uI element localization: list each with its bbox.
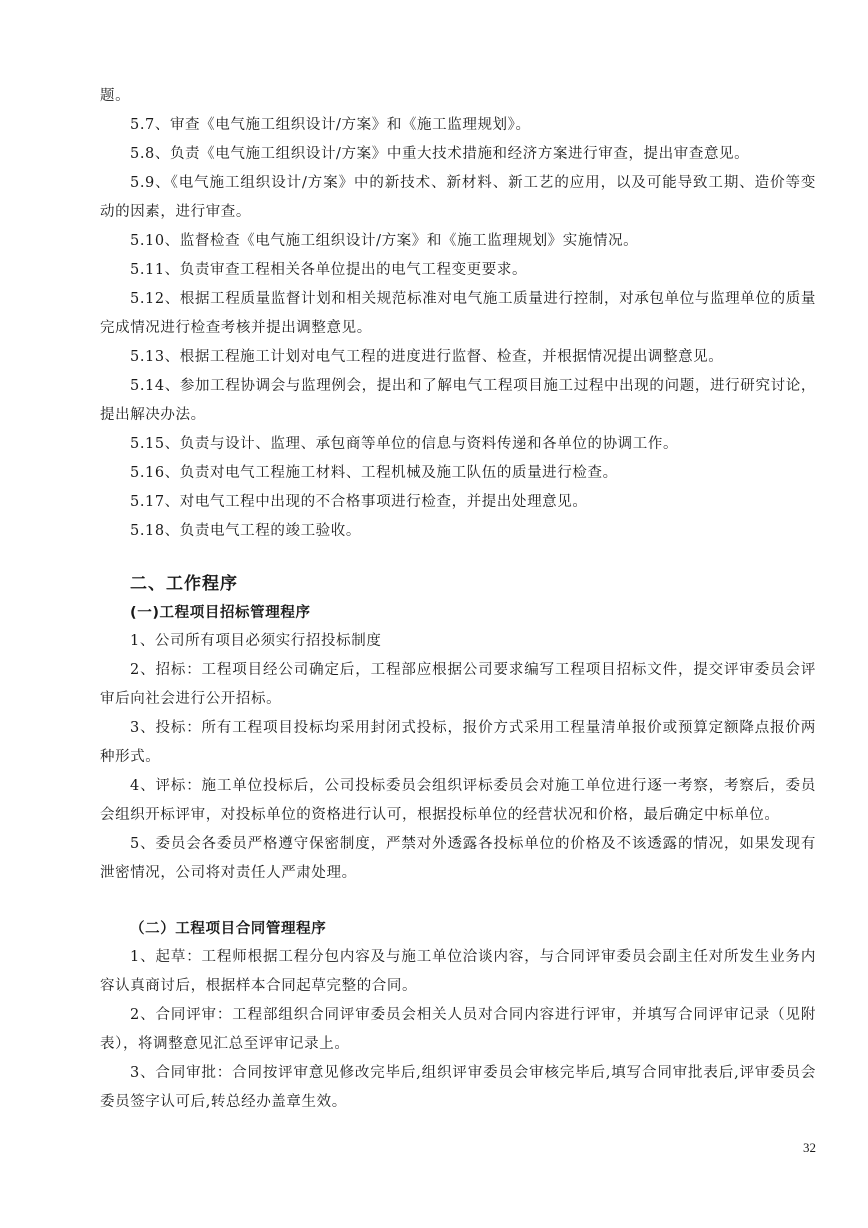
document-body <box>100 82 816 1117</box>
paragraph: 5.7、审查《电气施工组织设计/方案》和《施工监理规划》。 <box>130 117 531 133</box>
paragraph: 3、投标：所有工程项目投标均采用封闭式投标，报价方式采用工程量清单报价或预算定额降点报价两种形式。 <box>100 720 816 765</box>
section-heading: 二、工作程序 <box>130 574 238 594</box>
paragraph: 5.9、《电气施工组织设计/方案》中的新技术、新材料、新工艺的应用，以及可能导致工期、造价等变动的因素，进行审查。 <box>100 175 816 220</box>
subsection-heading: (一)工程项目招标管理程序 <box>130 605 311 621</box>
paragraph: 5.8、负责《电气施工组织设计/方案》中重大技术措施和经济方案进行审查，提出审查意见。 <box>130 146 750 162</box>
paragraph: 5.16、负责对电气工程施工材料、工程机械及施工队伍的质量进行检查。 <box>130 465 618 481</box>
paragraph: 5.18、负责电气工程的竣工验收。 <box>130 523 361 539</box>
paragraph: 5.15、负责与设计、监理、承包商等单位的信息与资料传递和各单位的协调工作。 <box>130 436 679 452</box>
paragraph: 5.12、根据工程质量监督计划和相关规范标准对电气施工质量进行控制，对承包单位与监理单位的质量完成情况进行检查考核并提出调整意见。 <box>100 291 816 336</box>
paragraph: 5.14、参加工程协调会与监理例会，提出和了解电气工程项目施工过程中出现的问题，进行研究讨论，提出解决办法。 <box>100 378 816 423</box>
paragraph: 5.13、根据工程施工计划对电气工程的进度进行监督、检查，并根据情况提出调整意见。 <box>130 349 724 365</box>
paragraph: 2、合同评审：工程部组织合同评审委员会相关人员对合同内容进行评审，并填写合同评审记录（见附表），将调整意见汇总至评审记录上。 <box>100 1007 816 1052</box>
paragraph: 2、招标：工程项目经公司确定后，工程部应根据公司要求编写工程项目招标文件，提交评审委员会评审后向社会进行公开招标。 <box>100 662 816 707</box>
page-number: 32 <box>803 1140 816 1155</box>
paragraph: 1、起草：工程师根据工程分包内容及与施工单位洽谈内容，与合同评审委员会副主任对所发生业务内容认真商讨后，根据样本合同起草完整的合同。 <box>100 949 816 994</box>
paragraph: 4、评标：施工单位投标后，公司投标委员会组织评标委员会对施工单位进行逐一考察，考察后，委员会组织开标评审，对投标单位的资格进行认可，根据投标单位的经营状况和价格，最后确定中标单位。 <box>100 778 816 823</box>
paragraph: 1、公司所有项目必须实行招投标制度 <box>130 633 382 649</box>
paragraph: 3、合同审批：合同按评审意见修改完毕后,组织评审委员会审核完毕后,填写合同审批表后,评审委员会委员签字认可后,转总经办盖章生效。 <box>100 1065 816 1110</box>
subsection-heading: （二）工程项目合同管理程序 <box>130 921 327 937</box>
paragraph: 5、委员会各委员严格遵守保密制度，严禁对外透露各投标单位的价格及不该透露的情况，如果发现有泄密情况，公司将对责任人严肃处理。 <box>100 836 816 881</box>
paragraph: 5.10、监督检查《电气施工组织设计/方案》和《施工监理规划》实施情况。 <box>130 233 639 249</box>
paragraph: 题。 <box>100 88 131 104</box>
paragraph: 5.17、对电气工程中出现的不合格事项进行检查，并提出处理意见。 <box>130 494 588 510</box>
paragraph: 5.11、负责审查工程相关各单位提出的电气工程变更要求。 <box>130 262 528 278</box>
